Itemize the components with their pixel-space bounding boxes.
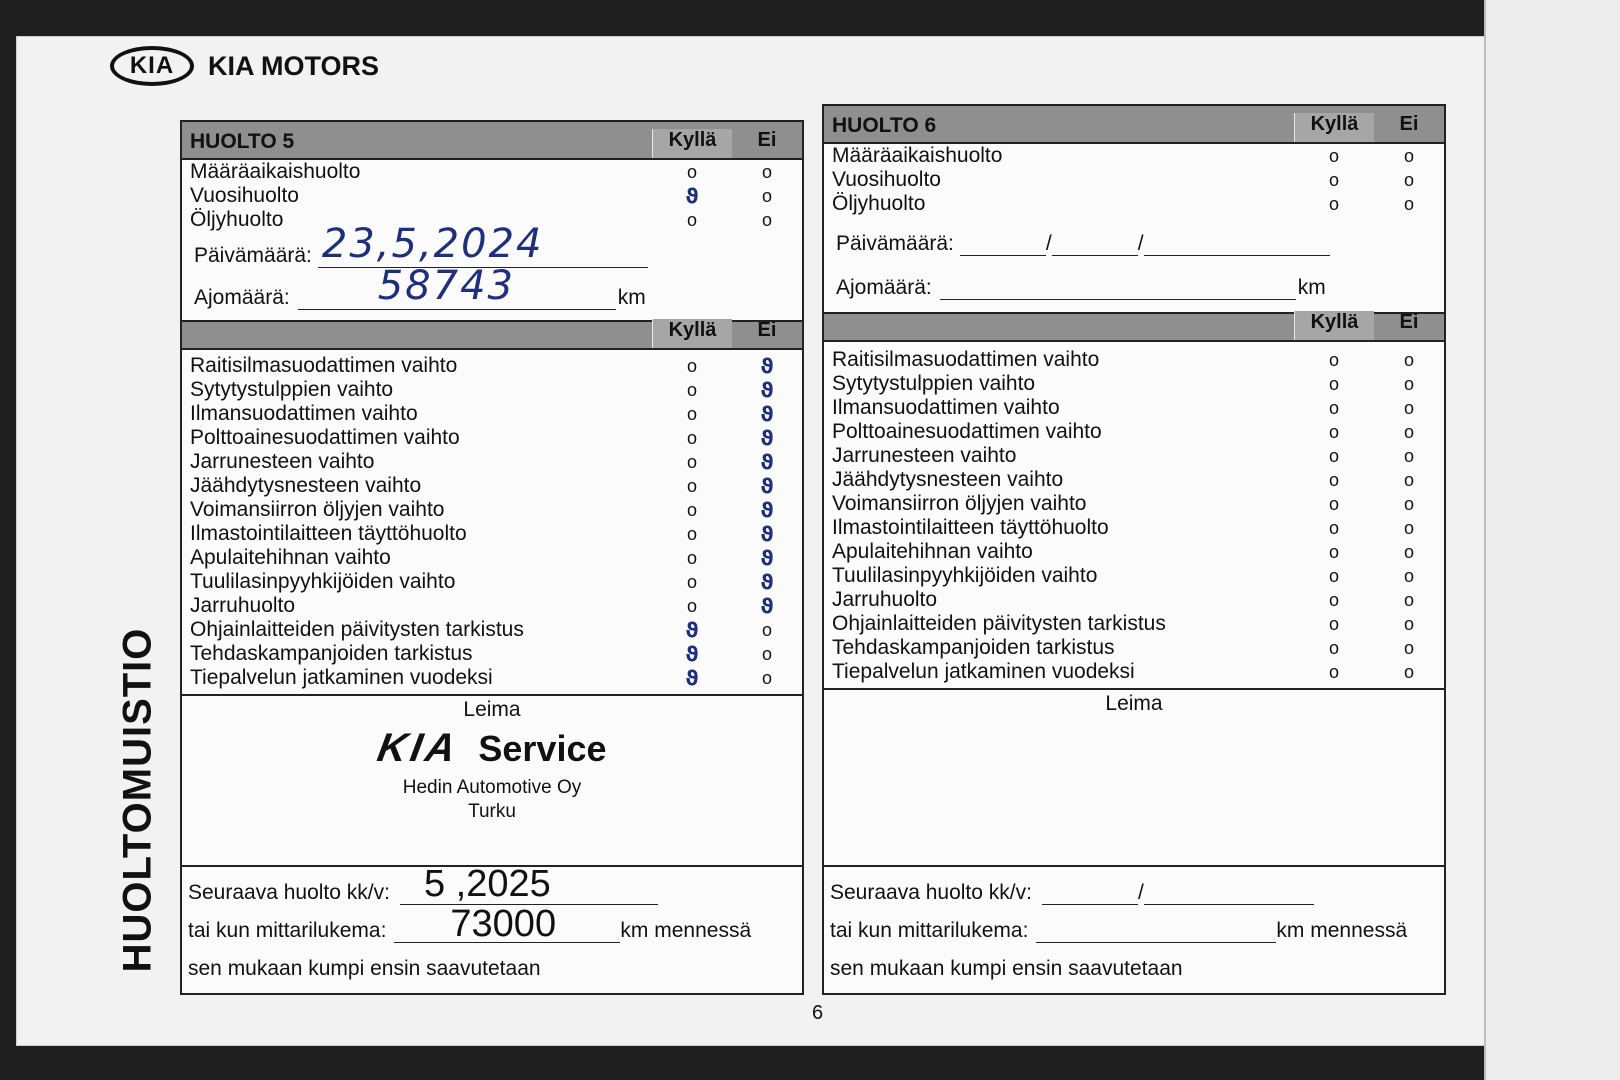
- checkmark-icon: ϑ: [760, 498, 774, 522]
- yes-checkbox[interactable]: o: [686, 547, 697, 568]
- yes-checkbox[interactable]: o: [1328, 469, 1339, 490]
- next-service-label: Seuraava huolto kk/v:: [830, 881, 1032, 904]
- date-slash: /: [1137, 232, 1144, 255]
- no-checkbox[interactable]: o: [1403, 373, 1414, 394]
- whichever-row: [824, 943, 1444, 981]
- yes-checkbox[interactable]: o: [686, 451, 697, 472]
- no-column-header: Ei: [1399, 311, 1419, 333]
- yes-checkbox[interactable]: o: [1328, 145, 1339, 166]
- mileage-line: [940, 272, 1296, 300]
- row-label: Määräaikaishuolto: [832, 144, 1003, 167]
- date-label: Päivämäärä:: [836, 232, 954, 255]
- yes-column-header: Kyllä: [652, 129, 732, 158]
- task-row: [824, 660, 1444, 684]
- yes-checkbox[interactable]: o: [1328, 421, 1339, 442]
- task-row: [182, 570, 802, 594]
- row-label: Raitisilmasuodattimen vaihto: [190, 354, 458, 377]
- task-row: [824, 444, 1444, 468]
- task-row: [182, 354, 802, 378]
- checkmark-icon: ϑ: [760, 426, 774, 450]
- row-label: Jarrunesteen vaihto: [190, 450, 375, 473]
- service-type-row: [182, 160, 802, 184]
- yes-checkbox[interactable]: o: [1328, 613, 1339, 634]
- next-service-date-row: [182, 863, 802, 905]
- huolto-5-panel: [180, 120, 804, 995]
- task-row: [824, 468, 1444, 492]
- stamp-service-text: Service: [478, 727, 607, 769]
- huolto-6-header: [824, 106, 1444, 144]
- row-label: Sytytystulppien vaihto: [190, 378, 394, 401]
- task-row: [182, 402, 802, 426]
- row-label: Ilmastointilaitteen täyttöhuolto: [190, 522, 467, 545]
- service-type-row: [824, 192, 1444, 216]
- yes-checkbox[interactable]: o: [686, 595, 697, 616]
- task-row: [182, 666, 802, 690]
- no-checkbox[interactable]: o: [1403, 169, 1414, 190]
- row-label: Vuosihuolto: [190, 184, 299, 207]
- checkmark-icon: ϑ: [685, 666, 699, 690]
- km-unit: km: [617, 286, 646, 309]
- no-checkbox[interactable]: [732, 594, 802, 618]
- whichever-text: sen mukaan kumpi ensin saavutetaan: [830, 957, 1183, 980]
- yes-checkbox[interactable]: o: [1328, 373, 1339, 394]
- no-checkbox[interactable]: o: [761, 619, 772, 640]
- checkmark-icon: ϑ: [760, 402, 774, 426]
- next-service-section: [824, 865, 1444, 993]
- task-row: [824, 588, 1444, 612]
- date-slash: /: [1137, 881, 1144, 904]
- row-label: Ilmastointilaitteen täyttöhuolto: [832, 516, 1109, 539]
- no-checkbox[interactable]: [732, 498, 802, 522]
- yes-checkbox[interactable]: o: [1328, 349, 1339, 370]
- stamp-city: Turku: [468, 801, 516, 822]
- mileage-field: [182, 263, 802, 310]
- row-label: Jarrunesteen vaihto: [832, 444, 1017, 467]
- huolto-6-title: HUOLTO 6: [832, 114, 937, 137]
- odometer-line: [394, 903, 620, 945]
- yes-checkbox[interactable]: o: [686, 523, 697, 544]
- km-mennessa-label: km mennessä: [620, 919, 752, 942]
- task-row: [824, 420, 1444, 444]
- yes-checkbox[interactable]: o: [1328, 565, 1339, 586]
- yes-checkbox[interactable]: o: [1328, 517, 1339, 538]
- row-label: Tiepalvelun jatkaminen vuodeksi: [832, 660, 1135, 683]
- huolto-5-title: HUOLTO 5: [190, 130, 295, 153]
- task-row: [182, 378, 802, 402]
- whichever-row: [182, 943, 802, 981]
- no-checkbox[interactable]: o: [1403, 193, 1414, 214]
- yes-checkbox[interactable]: o: [1328, 397, 1339, 418]
- no-checkbox[interactable]: [732, 474, 802, 498]
- km-mennessa-label: km mennessä: [1276, 919, 1408, 942]
- row-label: Apulaitehihnan vaihto: [832, 540, 1033, 563]
- no-checkbox[interactable]: [732, 378, 802, 402]
- yes-checkbox[interactable]: o: [686, 379, 697, 400]
- checkmark-icon: ϑ: [760, 546, 774, 570]
- yes-checkbox[interactable]: o: [686, 571, 697, 592]
- mileage-line: [298, 263, 616, 310]
- checkmark-icon: ϑ: [685, 618, 699, 642]
- huolto-6-panel: [822, 104, 1446, 995]
- yes-checkbox[interactable]: o: [1328, 637, 1339, 658]
- handwritten-next-km: 73000: [450, 903, 557, 945]
- row-label: Sytytystulppien vaihto: [832, 372, 1036, 395]
- checkmark-icon: ϑ: [760, 594, 774, 618]
- task-header: [182, 320, 802, 350]
- no-column-header: Ei: [757, 319, 777, 341]
- yes-checkbox[interactable]: o: [1328, 445, 1339, 466]
- task-list: [182, 350, 802, 690]
- service-type-row: [824, 144, 1444, 168]
- mileage-label: Ajomäärä:: [836, 276, 932, 299]
- yes-checkbox[interactable]: o: [1328, 169, 1339, 190]
- row-label: Jäähdytysnesteen vaihto: [832, 468, 1064, 491]
- no-checkbox[interactable]: o: [1403, 349, 1414, 370]
- row-label: Öljyhuolto: [190, 208, 284, 231]
- checkmark-icon: ϑ: [760, 522, 774, 546]
- handwritten-mileage: 58743: [377, 263, 515, 309]
- yes-checkbox[interactable]: o: [686, 499, 697, 520]
- service-type-row: [182, 184, 802, 208]
- page-number: 6: [812, 1002, 824, 1024]
- yes-checkbox[interactable]: o: [686, 161, 697, 182]
- task-row: [824, 540, 1444, 564]
- checkmark-icon: ϑ: [760, 570, 774, 594]
- no-checkbox[interactable]: [732, 354, 802, 378]
- no-column-header: Ei: [757, 129, 777, 151]
- yes-checkbox[interactable]: o: [1328, 661, 1339, 682]
- date-slash: /: [1045, 232, 1052, 255]
- task-row: [182, 426, 802, 450]
- no-checkbox[interactable]: [732, 402, 802, 426]
- yes-column-header: Kyllä: [1294, 113, 1374, 142]
- service-type-list: [824, 144, 1444, 216]
- task-row: [182, 546, 802, 570]
- no-checkbox[interactable]: [732, 426, 802, 450]
- brand-name: KIA MOTORS: [208, 50, 380, 81]
- yes-checkbox[interactable]: o: [686, 355, 697, 376]
- next-service-date-row: [824, 867, 1444, 905]
- row-label: Polttoainesuodattimen vaihto: [832, 420, 1102, 443]
- odometer-row: [182, 905, 802, 943]
- next-page-edge: [1484, 0, 1620, 1080]
- yes-checkbox[interactable]: o: [686, 403, 697, 424]
- stamp-box: [182, 694, 802, 852]
- task-row: [182, 474, 802, 498]
- no-checkbox[interactable]: o: [1403, 613, 1414, 634]
- row-label: Öljyhuolto: [832, 192, 926, 215]
- row-label: Ilmansuodattimen vaihto: [832, 396, 1060, 419]
- odometer-label: tai kun mittarilukema:: [830, 919, 1029, 942]
- no-checkbox[interactable]: o: [1403, 637, 1414, 658]
- stamp-company: Hedin Automotive Oy: [402, 777, 582, 798]
- date-label: Päivämäärä:: [194, 244, 312, 267]
- dealer-stamp: [182, 726, 802, 771]
- next-service-section: [182, 865, 802, 993]
- row-label: Voimansiirron öljyjen vaihto: [190, 498, 445, 521]
- stamp-label: Leima: [1105, 692, 1163, 715]
- row-label: Polttoainesuodattimen vaihto: [190, 426, 460, 449]
- no-checkbox[interactable]: o: [1403, 565, 1414, 586]
- row-label: Raitisilmasuodattimen vaihto: [832, 348, 1100, 371]
- odometer-row: [824, 905, 1444, 943]
- no-checkbox[interactable]: o: [1403, 445, 1414, 466]
- odometer-label: tai kun mittarilukema:: [188, 919, 387, 942]
- yes-column-header: Kyllä: [1294, 311, 1374, 340]
- task-row: [824, 564, 1444, 588]
- no-checkbox[interactable]: o: [1403, 541, 1414, 562]
- row-label: Ilmansuodattimen vaihto: [190, 402, 418, 425]
- date-field: [824, 228, 1444, 256]
- checkmark-icon: ϑ: [760, 450, 774, 474]
- row-label: Tehdaskampanjoiden tarkistus: [832, 636, 1115, 659]
- mileage-field: [824, 272, 1444, 300]
- no-checkbox[interactable]: [732, 450, 802, 474]
- yes-checkbox[interactable]: o: [1328, 541, 1339, 562]
- task-row: [824, 348, 1444, 372]
- kia-stamp-logo: KIA: [373, 726, 463, 770]
- no-checkbox[interactable]: o: [1403, 397, 1414, 418]
- mileage-label: Ajomäärä:: [194, 286, 290, 309]
- checkmark-icon: ϑ: [685, 184, 699, 208]
- task-header: [824, 312, 1444, 342]
- task-row: [182, 450, 802, 474]
- service-type-row: [824, 168, 1444, 192]
- task-row: [824, 612, 1444, 636]
- row-label: Vuosihuolto: [832, 168, 941, 191]
- huolto-5-header: [182, 122, 802, 160]
- yes-checkbox[interactable]: o: [686, 209, 697, 230]
- yes-checkbox[interactable]: [652, 666, 732, 690]
- no-checkbox[interactable]: [732, 522, 802, 546]
- row-label: Tuulilasinpyyhkijöiden vaihto: [190, 570, 456, 593]
- task-row: [182, 594, 802, 618]
- km-unit: km: [1297, 276, 1326, 299]
- no-checkbox[interactable]: o: [1403, 145, 1414, 166]
- row-label: Ohjainlaitteiden päivitysten tarkistus: [832, 612, 1166, 635]
- kia-oval-logo: KIA: [110, 46, 194, 86]
- row-label: Jarruhuolto: [190, 594, 296, 617]
- task-row: [824, 396, 1444, 420]
- no-checkbox[interactable]: o: [761, 209, 772, 230]
- yes-checkbox[interactable]: [652, 184, 732, 208]
- checkmark-icon: ϑ: [760, 378, 774, 402]
- handwritten-date: 23,5,2024: [321, 221, 544, 267]
- no-checkbox[interactable]: o: [1403, 517, 1414, 538]
- task-row: [824, 636, 1444, 660]
- handwritten-next-date: 5 ,2025: [423, 863, 551, 905]
- no-checkbox[interactable]: o: [1403, 421, 1414, 442]
- yes-checkbox[interactable]: o: [1328, 193, 1339, 214]
- row-label: Apulaitehihnan vaihto: [190, 546, 391, 569]
- checkmark-icon: ϑ: [760, 474, 774, 498]
- side-title: HUOLTOMUISTIO: [115, 627, 160, 973]
- task-row: [824, 516, 1444, 540]
- next-service-label: Seuraava huolto kk/v:: [188, 881, 390, 904]
- yes-checkbox[interactable]: o: [686, 475, 697, 496]
- row-label: Jarruhuolto: [832, 588, 938, 611]
- row-label: Ohjainlaitteiden päivitysten tarkistus: [190, 618, 524, 641]
- row-label: Voimansiirron öljyjen vaihto: [832, 492, 1087, 515]
- stamp-label: Leima: [463, 698, 521, 721]
- yes-column-header: Kyllä: [652, 319, 732, 348]
- kia-motors-logo: [110, 46, 379, 86]
- task-row: [182, 498, 802, 522]
- task-row: [824, 372, 1444, 396]
- row-label: Tiepalvelun jatkaminen vuodeksi: [190, 666, 493, 689]
- yes-checkbox[interactable]: o: [686, 427, 697, 448]
- checkmark-icon: ϑ: [760, 354, 774, 378]
- row-label: Tuulilasinpyyhkijöiden vaihto: [832, 564, 1098, 587]
- yes-checkbox[interactable]: o: [1328, 493, 1339, 514]
- yes-checkbox[interactable]: [652, 618, 732, 642]
- no-checkbox[interactable]: [732, 570, 802, 594]
- yes-checkbox[interactable]: o: [1328, 589, 1339, 610]
- stamp-box: [824, 688, 1444, 848]
- task-row: [182, 642, 802, 666]
- no-checkbox[interactable]: o: [1403, 469, 1414, 490]
- no-checkbox[interactable]: o: [761, 185, 772, 206]
- no-checkbox[interactable]: o: [761, 643, 772, 664]
- row-label: Tehdaskampanjoiden tarkistus: [190, 642, 473, 665]
- no-checkbox[interactable]: [732, 546, 802, 570]
- no-checkbox[interactable]: o: [761, 161, 772, 182]
- next-service-line: [400, 863, 658, 905]
- task-row: [182, 522, 802, 546]
- checkmark-icon: ϑ: [685, 642, 699, 666]
- row-label: Määräaikaishuolto: [190, 160, 361, 183]
- task-row: [182, 618, 802, 642]
- no-checkbox[interactable]: o: [761, 667, 772, 688]
- no-checkbox[interactable]: o: [1403, 493, 1414, 514]
- no-column-header: Ei: [1399, 113, 1419, 135]
- row-label: Jäähdytysnesteen vaihto: [190, 474, 422, 497]
- yes-checkbox[interactable]: [652, 642, 732, 666]
- task-list: [824, 342, 1444, 684]
- whichever-text: sen mukaan kumpi ensin saavutetaan: [188, 957, 541, 980]
- no-checkbox[interactable]: o: [1403, 661, 1414, 682]
- no-checkbox[interactable]: o: [1403, 589, 1414, 610]
- task-row: [824, 492, 1444, 516]
